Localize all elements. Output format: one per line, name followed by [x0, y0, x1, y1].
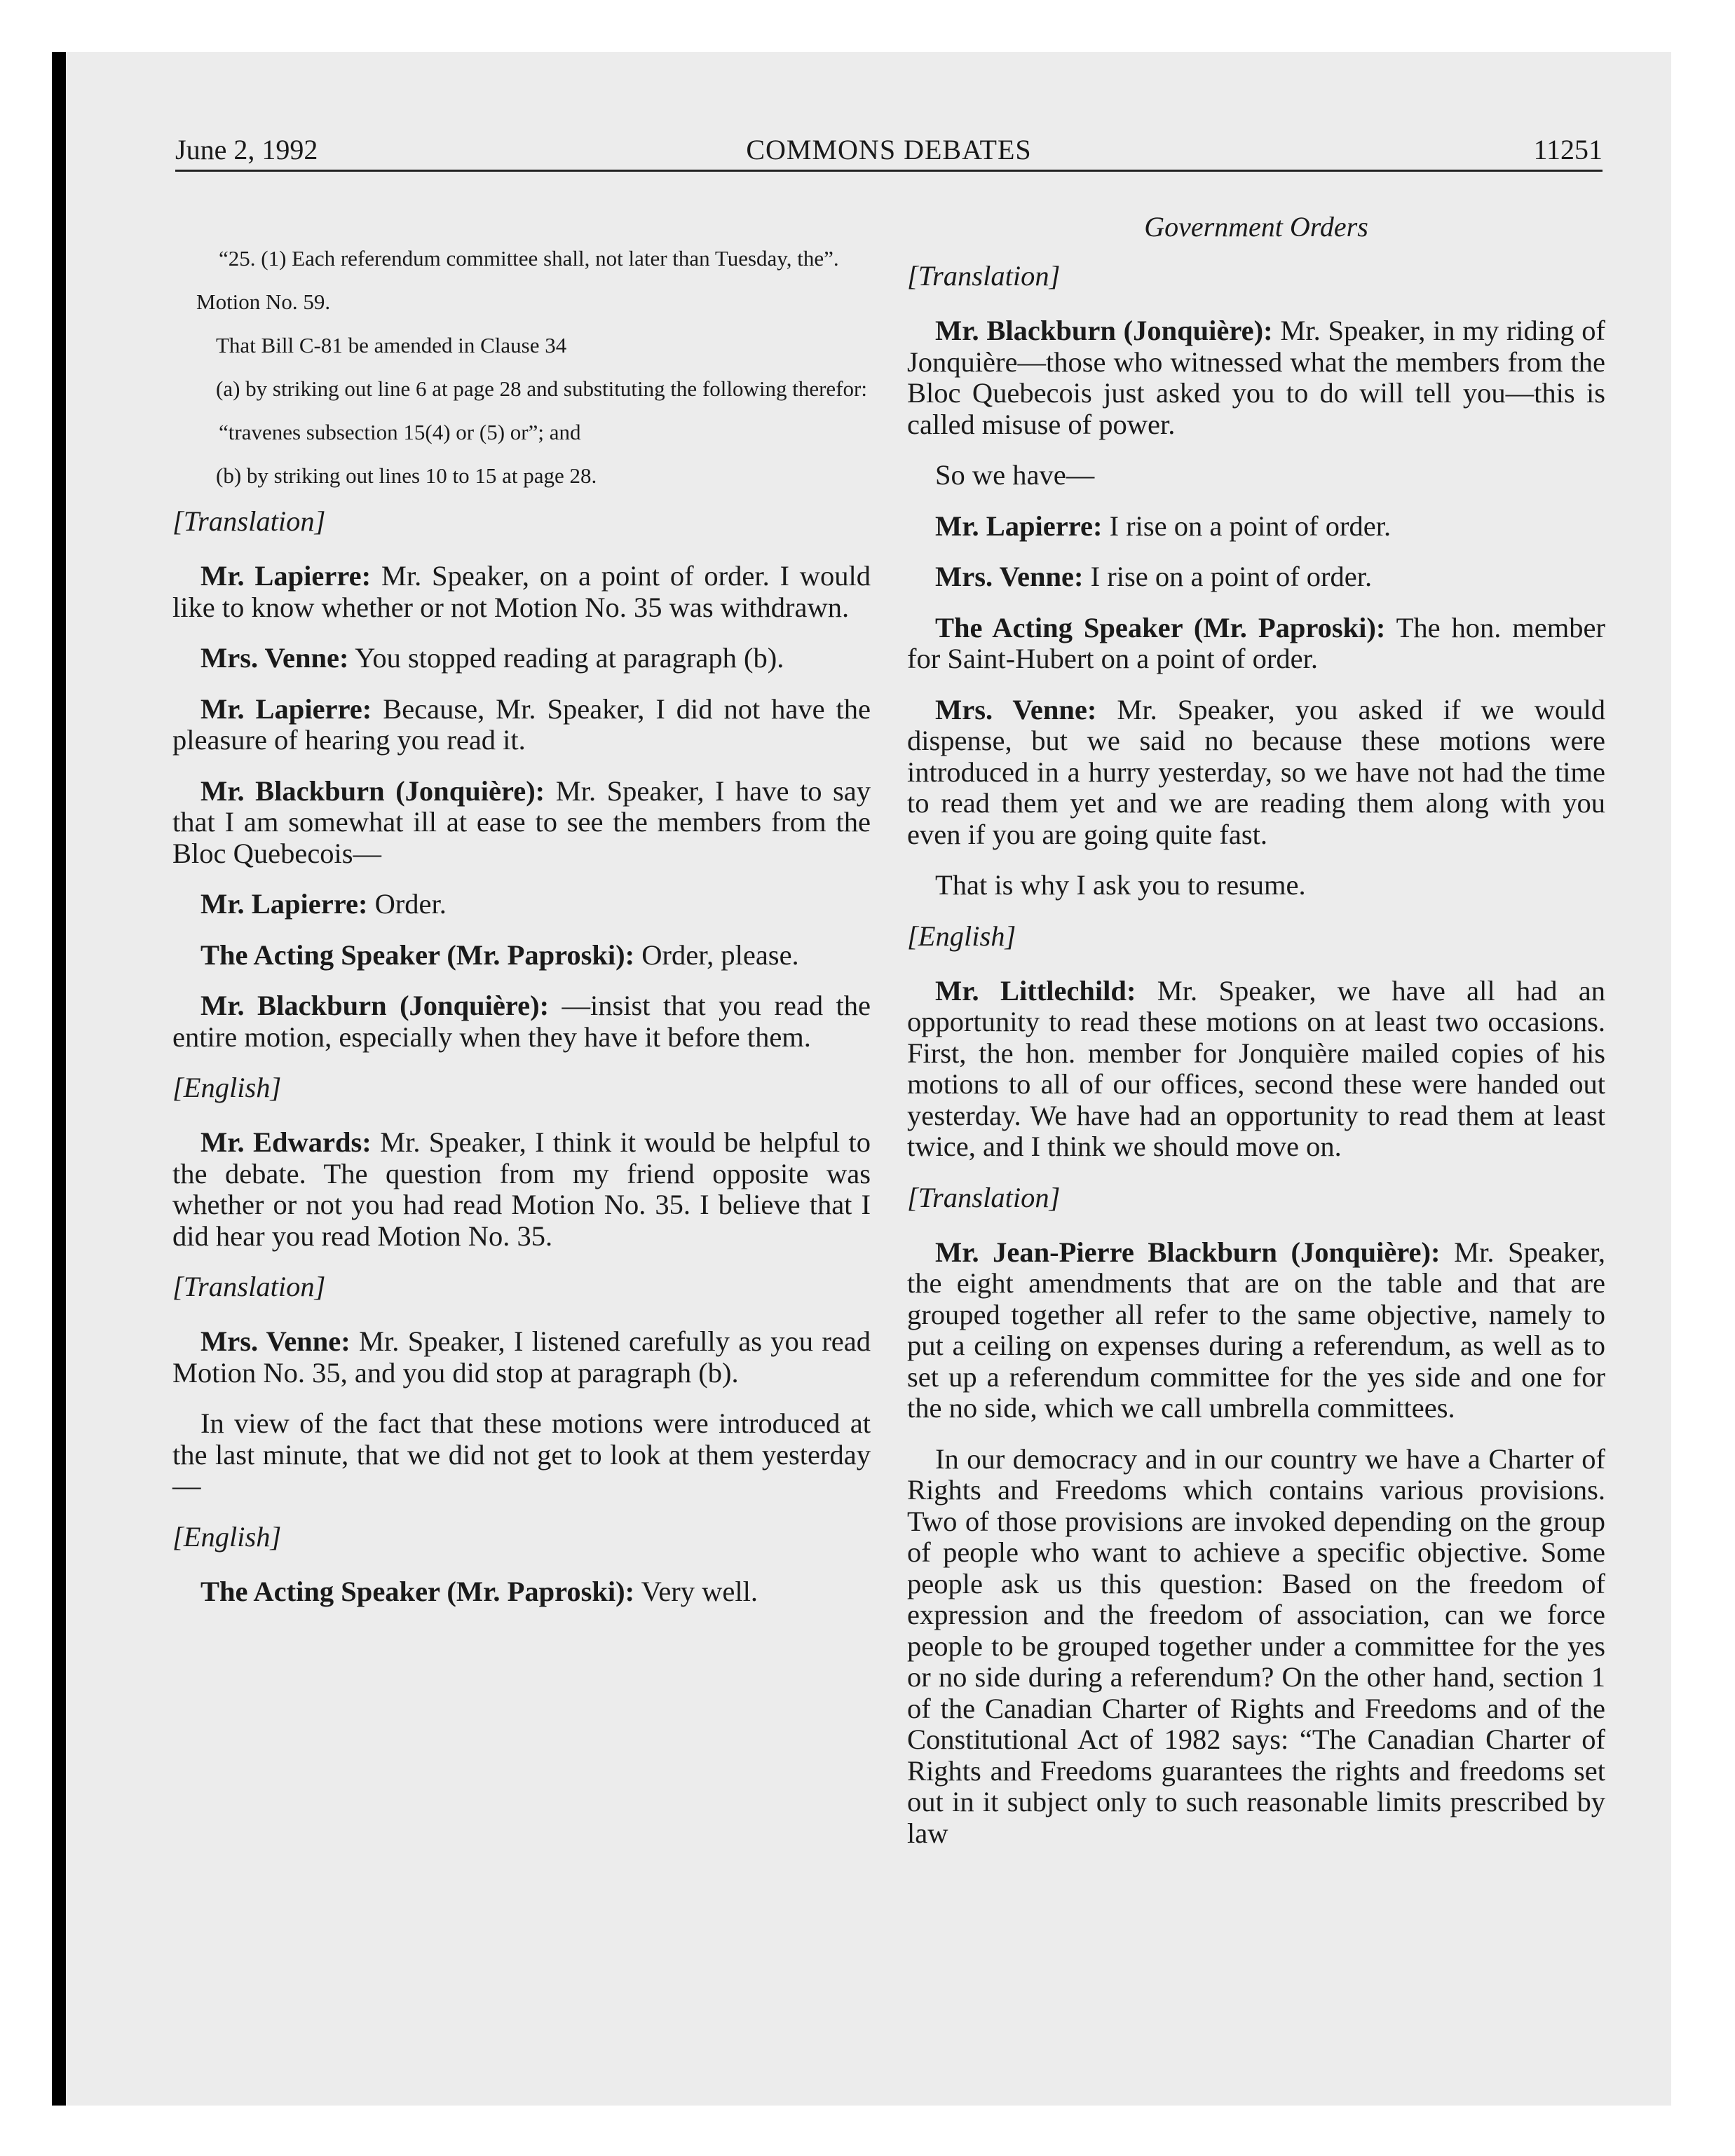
language-tag: [Translation]	[907, 1181, 1061, 1213]
speech-paragraph: That is why I ask you to resume.	[935, 869, 1306, 901]
language-tag: [Translation]	[172, 1271, 326, 1302]
motion-clause: (b) by striking out lines 10 to 15 at page 28.	[216, 463, 597, 488]
speaker-name: Mr. Edwards:	[200, 1126, 372, 1158]
speaker-name: Mrs. Venne:	[200, 1325, 351, 1357]
speech-paragraph: So we have—	[935, 459, 1095, 491]
speaker-name: The Acting Speaker (Mr. Paproski):	[200, 1575, 635, 1607]
motion-number: Motion No. 59.	[196, 289, 331, 314]
speech-paragraph: The Acting Speaker (Mr. Paproski): The hon. member for Saint-Hubert on a point of order.	[907, 611, 1605, 674]
speaker-name: Mr. Jean-Pierre Blackburn (Jonquière):	[935, 1236, 1441, 1268]
speech-paragraph: Mr. Blackburn (Jonquière): —insist that you read the entire motion, especially when they have it before them.	[172, 990, 871, 1053]
speech-paragraph: Mr. Lapierre: Order.	[200, 888, 447, 920]
speaker-name: Mr. Blackburn (Jonquière):	[935, 315, 1273, 346]
speaker-name: Mr. Lapierre:	[200, 888, 368, 920]
speaker-name: Mrs. Venne:	[200, 642, 349, 674]
language-tag: [English]	[907, 920, 1016, 952]
speech-paragraph: In our democracy and in our country we have a Charter of Rights and Freedoms which contains various provisions. Two of those provisions are invoked depending on the group of people who want to achieve a specific objective. Some people ask us this question: Based on the freedom of expression and the freedom of association, can we force people to be grouped together under a committee for the yes or no side during a referendum? On the other hand, section 1 of the Canadian Charter of Rights and Freedoms and of the Constitutional Act of 1982 says: “The Canadian Charter of Rights and Freedoms guarantees the rights and freedoms set out in it subject only to such reasonable limits prescribed by law	[907, 1442, 1605, 1849]
speaker-name: Mr. Blackburn (Jonquière):	[200, 990, 550, 1021]
speaker-name: Mr. Blackburn (Jonquière):	[200, 775, 545, 807]
speech-paragraph: Mr. Littlechild: Mr. Speaker, we have all had an opportunity to read these motions on at least two occasions. First, the hon. member for Jonquière mailed copies of his motions to all of our offices, second these were handed out yesterday. We have had an opportunity to read them at least twice, and I think we should move on.	[907, 974, 1606, 1162]
speech-paragraph: Mrs. Venne: You stopped reading at paragraph (b).	[200, 642, 784, 674]
language-tag: [Translation]	[907, 260, 1061, 292]
speaker-name: Mrs. Venne:	[935, 693, 1097, 725]
speech-paragraph: Mrs. Venne: Mr. Speaker, I listened carefully as you read Motion No. 35, and you did stop at paragraph (b).	[172, 1325, 871, 1389]
speaker-name: Mr. Lapierre:	[935, 510, 1103, 542]
motion-clause: That Bill C-81 be amended in Clause 34	[216, 333, 567, 357]
right-column	[907, 210, 1605, 1869]
header-page-number: 11251	[1533, 134, 1603, 165]
speech-paragraph: Mrs. Venne: I rise on a point of order.	[935, 561, 1373, 592]
quoted-amendment-text: “travenes subsection 15(4) or (5) or”; and	[219, 420, 581, 444]
speech-paragraph: Mr. Jean-Pierre Blackburn (Jonquière): Mr. Speaker, the eight amendments that are on the table and that are grouped together all refer to the same objective, namely to put a ceiling on expenses during a referendum, as well as to set up a referendum committee for the yes side and one for the no side, which we call umbrella committees.	[907, 1236, 1605, 1424]
quoted-amendment-text: “25. (1) Each referendum committee shall, not later than Tuesday, the”.	[219, 246, 839, 271]
section-heading: Government Orders	[1144, 211, 1368, 243]
motion-clause: (a) by striking out line 6 at page 28 and substituting the following therefor:	[216, 376, 867, 401]
speech-paragraph: Mr. Lapierre: Mr. Speaker, on a point of order. I would like to know whether or not Motion No. 35 was withdrawn.	[172, 560, 871, 623]
speaker-name: The Acting Speaker (Mr. Paproski):	[935, 611, 1386, 643]
speaker-name: Mrs. Venne:	[935, 561, 1084, 592]
language-tag: [English]	[172, 1520, 282, 1553]
speaker-name: Mr. Littlechild:	[935, 974, 1136, 1007]
speech-paragraph: The Acting Speaker (Mr. Paproski): Very well.	[200, 1575, 758, 1607]
speech-paragraph: Mrs. Venne: Mr. Speaker, you asked if we would dispense, but we said no because these motions were introduced in a hurry yesterday, so we have not had the time to read them yet and we are reading them along with you even if you are going quite fast.	[907, 693, 1605, 850]
speech-paragraph: The Acting Speaker (Mr. Paproski): Order, please.	[200, 939, 799, 971]
speech-paragraph: Mr. Lapierre: Because, Mr. Speaker, I did not have the pleasure of hearing you read it.	[172, 692, 871, 756]
header-date: June 2, 1992	[175, 134, 318, 165]
language-tag: [Translation]	[172, 505, 326, 537]
speech-paragraph: Mr. Blackburn (Jonquière): Mr. Speaker, I have to say that I am somewhat ill at ease to see the members from the Bloc Quebecois—	[172, 775, 871, 869]
speaker-name: Mr. Lapierre:	[200, 560, 372, 592]
speaker-name: Mr. Lapierre:	[200, 692, 372, 725]
left-column	[172, 210, 871, 1627]
header-journal-title: COMMONS DEBATES	[746, 134, 1032, 165]
binding-edge	[52, 52, 66, 2106]
speech-paragraph: Mr. Blackburn (Jonquière): Mr. Speaker, in my riding of Jonquière—those who witnessed what the members from the Bloc Quebecois just asked you to do will tell you—this is called misuse of power.	[907, 315, 1606, 440]
page-header	[175, 130, 1603, 172]
language-tag: [English]	[172, 1072, 282, 1103]
speech-paragraph: Mr. Lapierre: I rise on a point of order.	[935, 510, 1392, 542]
speech-paragraph: In view of the fact that these motions were introduced at the last minute, that we did not get to look at them yesterday—	[172, 1407, 871, 1501]
speech-paragraph: Mr. Edwards: Mr. Speaker, I think it would be helpful to the debate. The question from my friend opposite was whether or not you had read Motion No. 35. I believe that I did hear you read Motion No. 35.	[172, 1126, 871, 1252]
speaker-name: The Acting Speaker (Mr. Paproski):	[200, 939, 635, 971]
